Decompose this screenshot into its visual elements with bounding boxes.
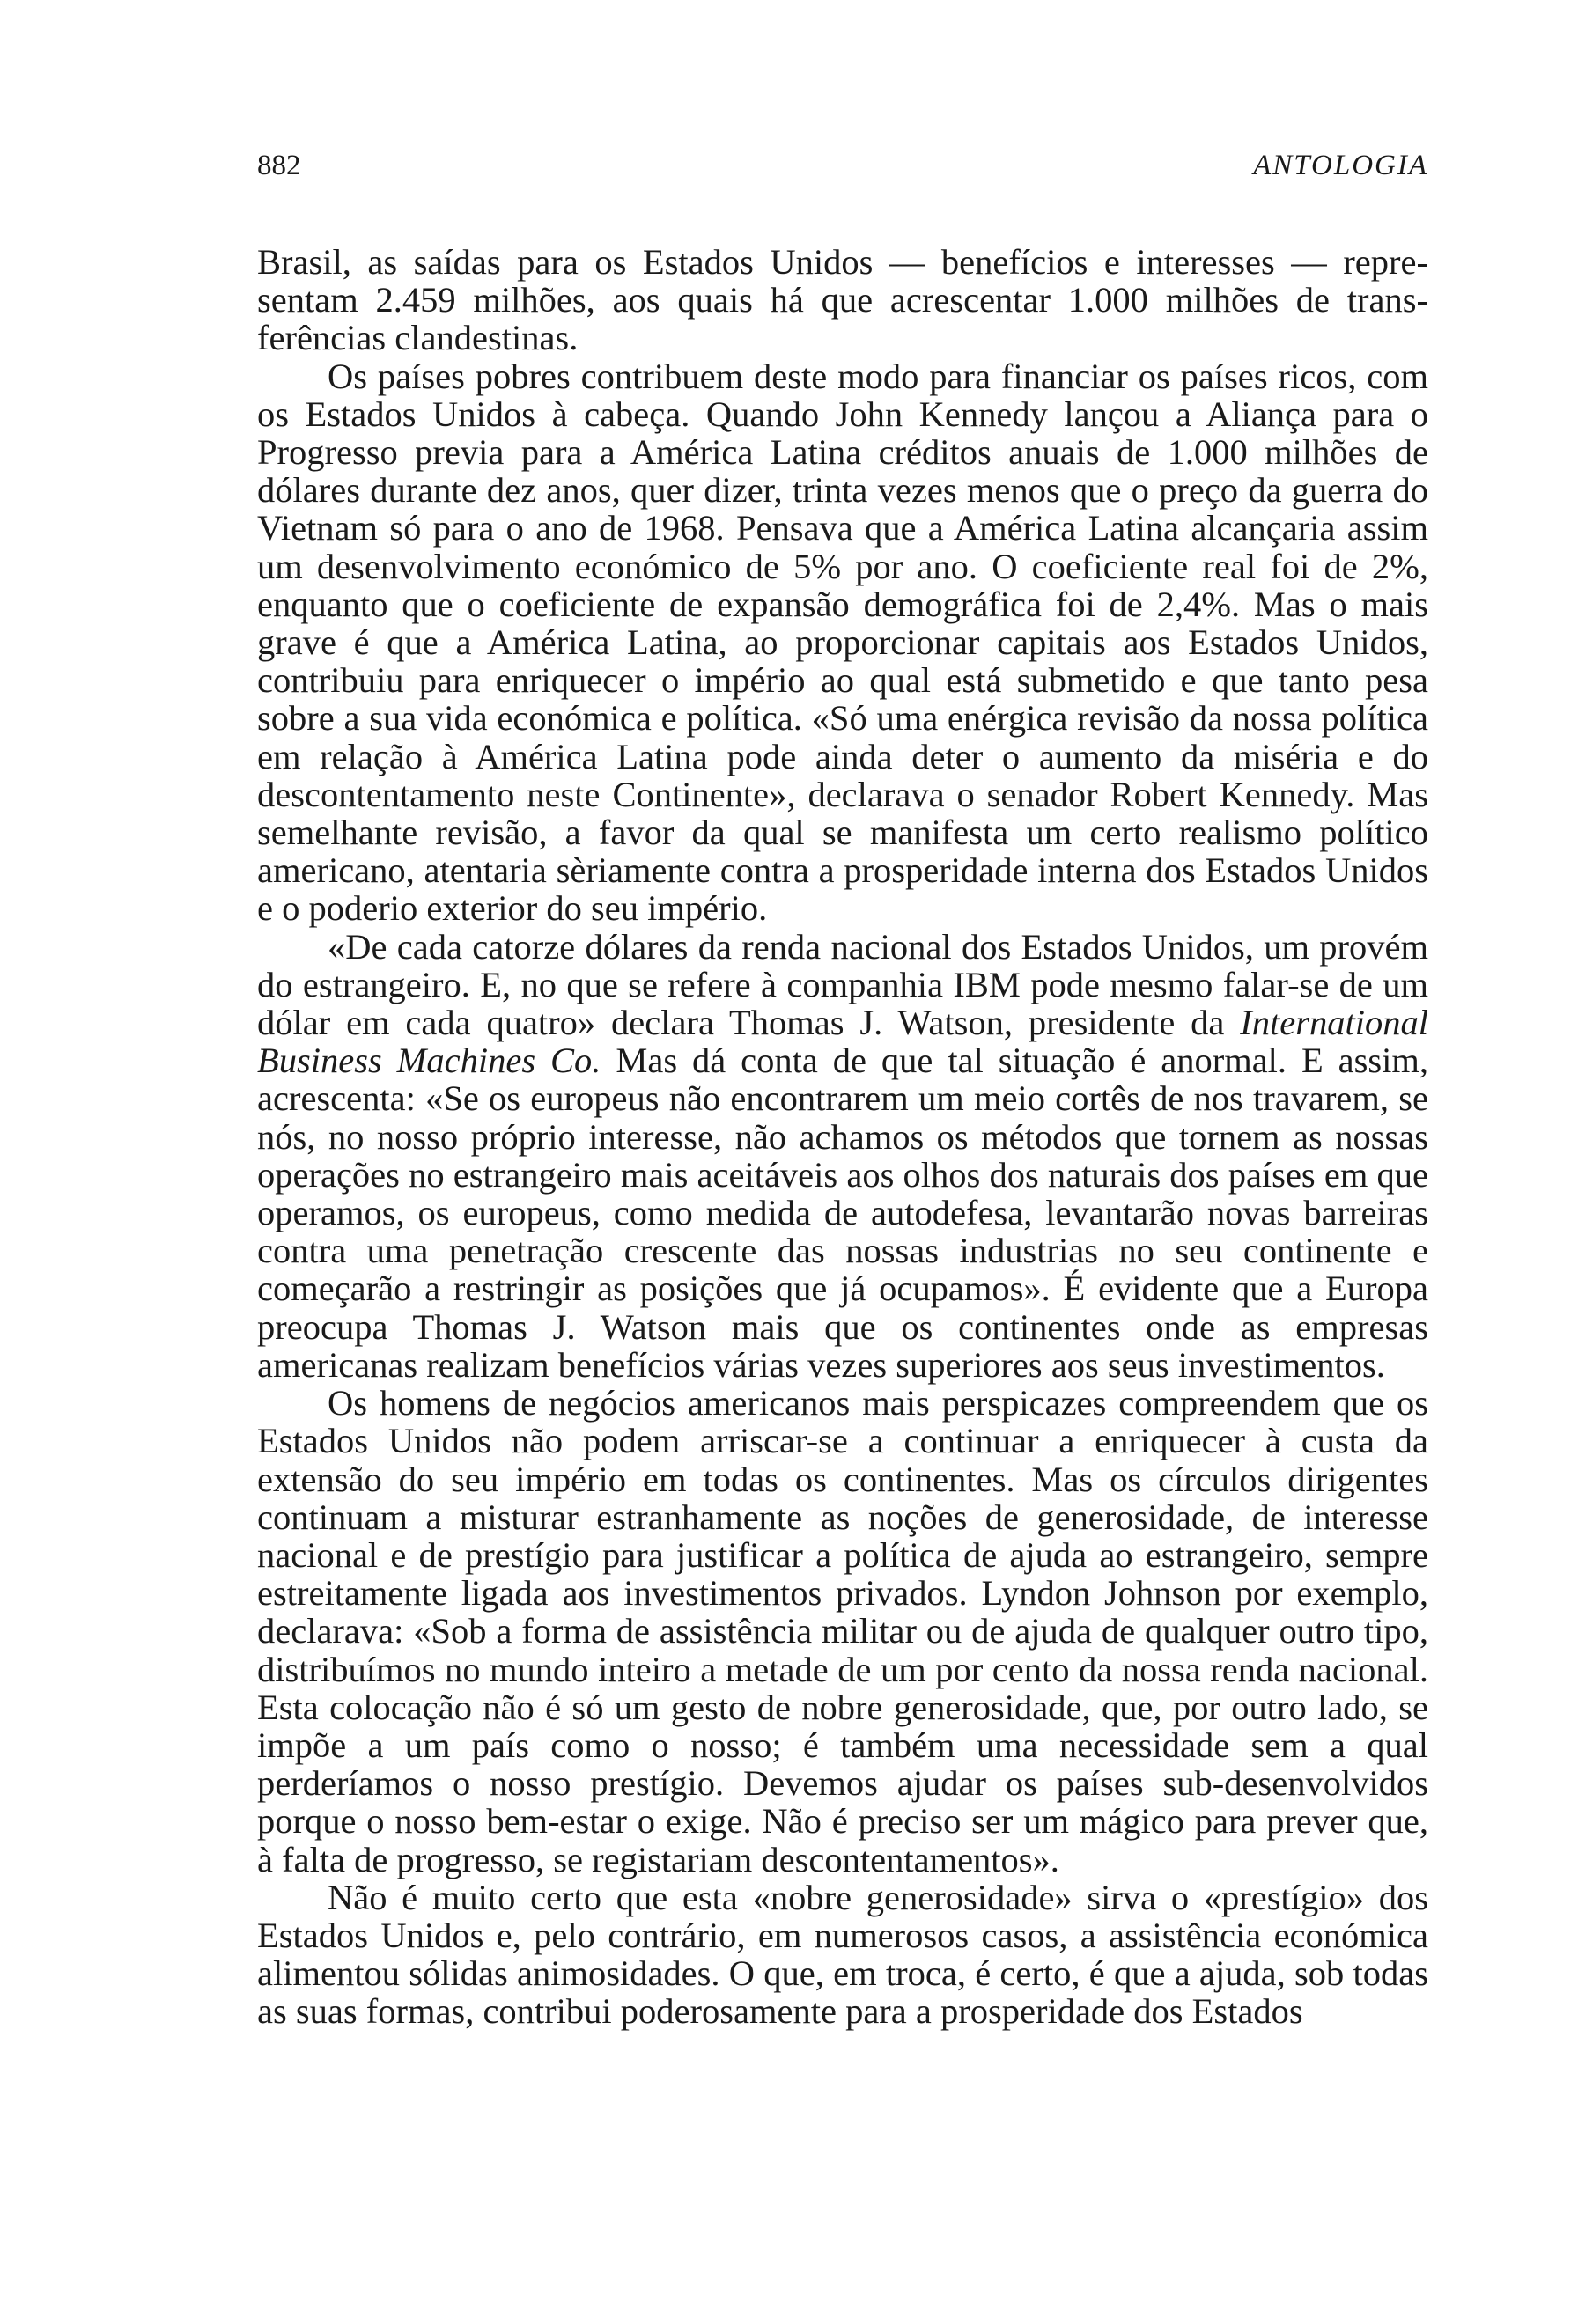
paragraph-text: Brasil, as saídas para os Estados Unidos — benefícios e interesses — representam 2.459 milhões, aos quais há que acrescentar 1.000 milhões de transferências clandestinas.	[257, 242, 1428, 358]
paragraph-text: Mas dá conta de que tal situação é anormal. E assim, acrescenta: «Se os europeus não encontrarem um meio cortês de nos travarem, se nós, no nosso próprio interesse, não achamos os métodos que tornem as nossas operações no estrangeiro mais aceitáveis aos olhos dos naturais dos países em que operamos, os europeus, como medida de autodefesa, levantarão novas barreiras contra uma penetração crescente das nossas industrias no seu continente e começarão a restringir as posições que já ocupamos». É evidente que a Europa preocupa Thomas J. Watson mais que os continentes onde as empresas americanas realizam benefícios várias vezes superiores aos seus investimentos.	[257, 1041, 1429, 1385]
page-number: 882	[257, 150, 301, 181]
running-title: ANTOLOGIA	[1253, 150, 1428, 181]
paragraph-text: Os homens de negócios americanos mais perspicazes compreendem que os Estados Unidos não podem arriscar-se a continuar a enriquecer à custa da extensão do seu império em todas os continentes. Mas os círculos dirigentes continuam a misturar estranhamente as noções de generosidade, de interesse nacional e de prestígio para justificar a política de ajuda ao estrangeiro, sempre estreitamente ligada aos investimentos privados. Lyndon Johnson por exemplo, declarava: «Sob a forma de assistência militar ou de ajuda de qualquer outro tipo, distribuímos no mundo inteiro a metade de um por cento da nossa renda nacional. Esta colocação não é só um gesto de nobre generosidade, que, por outro lado, se impõe a um país como o nosso; é também uma necessidade sem a qual perderíamos o nosso prestígio. Devemos ajudar os países sub-desenvolvidos porque o nosso bem-estar o exige. Não é preciso ser um mágico para prever que, à falta de progresso, se registariam descontentamentos».	[257, 1383, 1428, 1879]
running-header	[257, 150, 1428, 195]
paragraph	[257, 1384, 1428, 1879]
paragraph	[257, 928, 1428, 1384]
paragraph-text: Os países pobres contribuem deste modo para financiar os países ricos, com os Estados Unidos à cabeça. Quando John Kennedy lançou a Aliança para o Progresso previa para a América Latina créditos anuais de 1.000 milhões de dólares durante dez anos, quer dizer, trinta vezes menos que o preço da guerra do Vietnam só para o ano de 1968. Pensava que a América Latina alcançaria assim um desenvolvimento económico de 5% por ano. O coeficiente real foi de 2%, enquanto que o coeficiente de expansão demográfica foi de 2,4%. Mas o mais grave é que a América Latina, ao proporcionar capitais aos Estados Unidos, contribuiu para enriquecer o império ao qual está submetido e que tanto pesa sobre a sua vida económica e política. «Só uma enérgica revisão da nossa política em relação à América Latina pode ainda deter o aumento da miséria e do descontentamento neste Continente», declarava o senador Robert Kennedy. Mas semelhante revisão, a favor da qual se manifesta um certo realismo político americano, atentaria sèriamente contra a prosperidade interna dos Estados Unidos e o poderio exterior do seu império.	[257, 356, 1428, 929]
company-name-italic: International Business Machines Co.	[257, 1003, 1428, 1081]
paragraph	[257, 243, 1428, 357]
paragraph	[257, 1879, 1428, 2031]
body-text	[257, 243, 1428, 2031]
paragraph-text: Não é muito certo que esta «nobre generosidade» sirva o «prestígio» dos Estados Unidos e, pelo contrário, em numerosos casos, a assistência económica alimentou sólidas animosidades. O que, em troca, é certo, é que a ajuda, sob todas as suas formas, contribui poderosamente para a prosperidade dos Estados	[257, 1877, 1428, 2032]
paragraph-text: «De cada catorze dólares da renda nacional dos Estados Unidos, um provém do estrangeiro. E, no que se refere à companhia IBM pode mesmo falar-se de um dólar em cada quatro» declara Thomas J. Watson, presidente da	[257, 926, 1428, 1043]
paragraph	[257, 357, 1428, 928]
